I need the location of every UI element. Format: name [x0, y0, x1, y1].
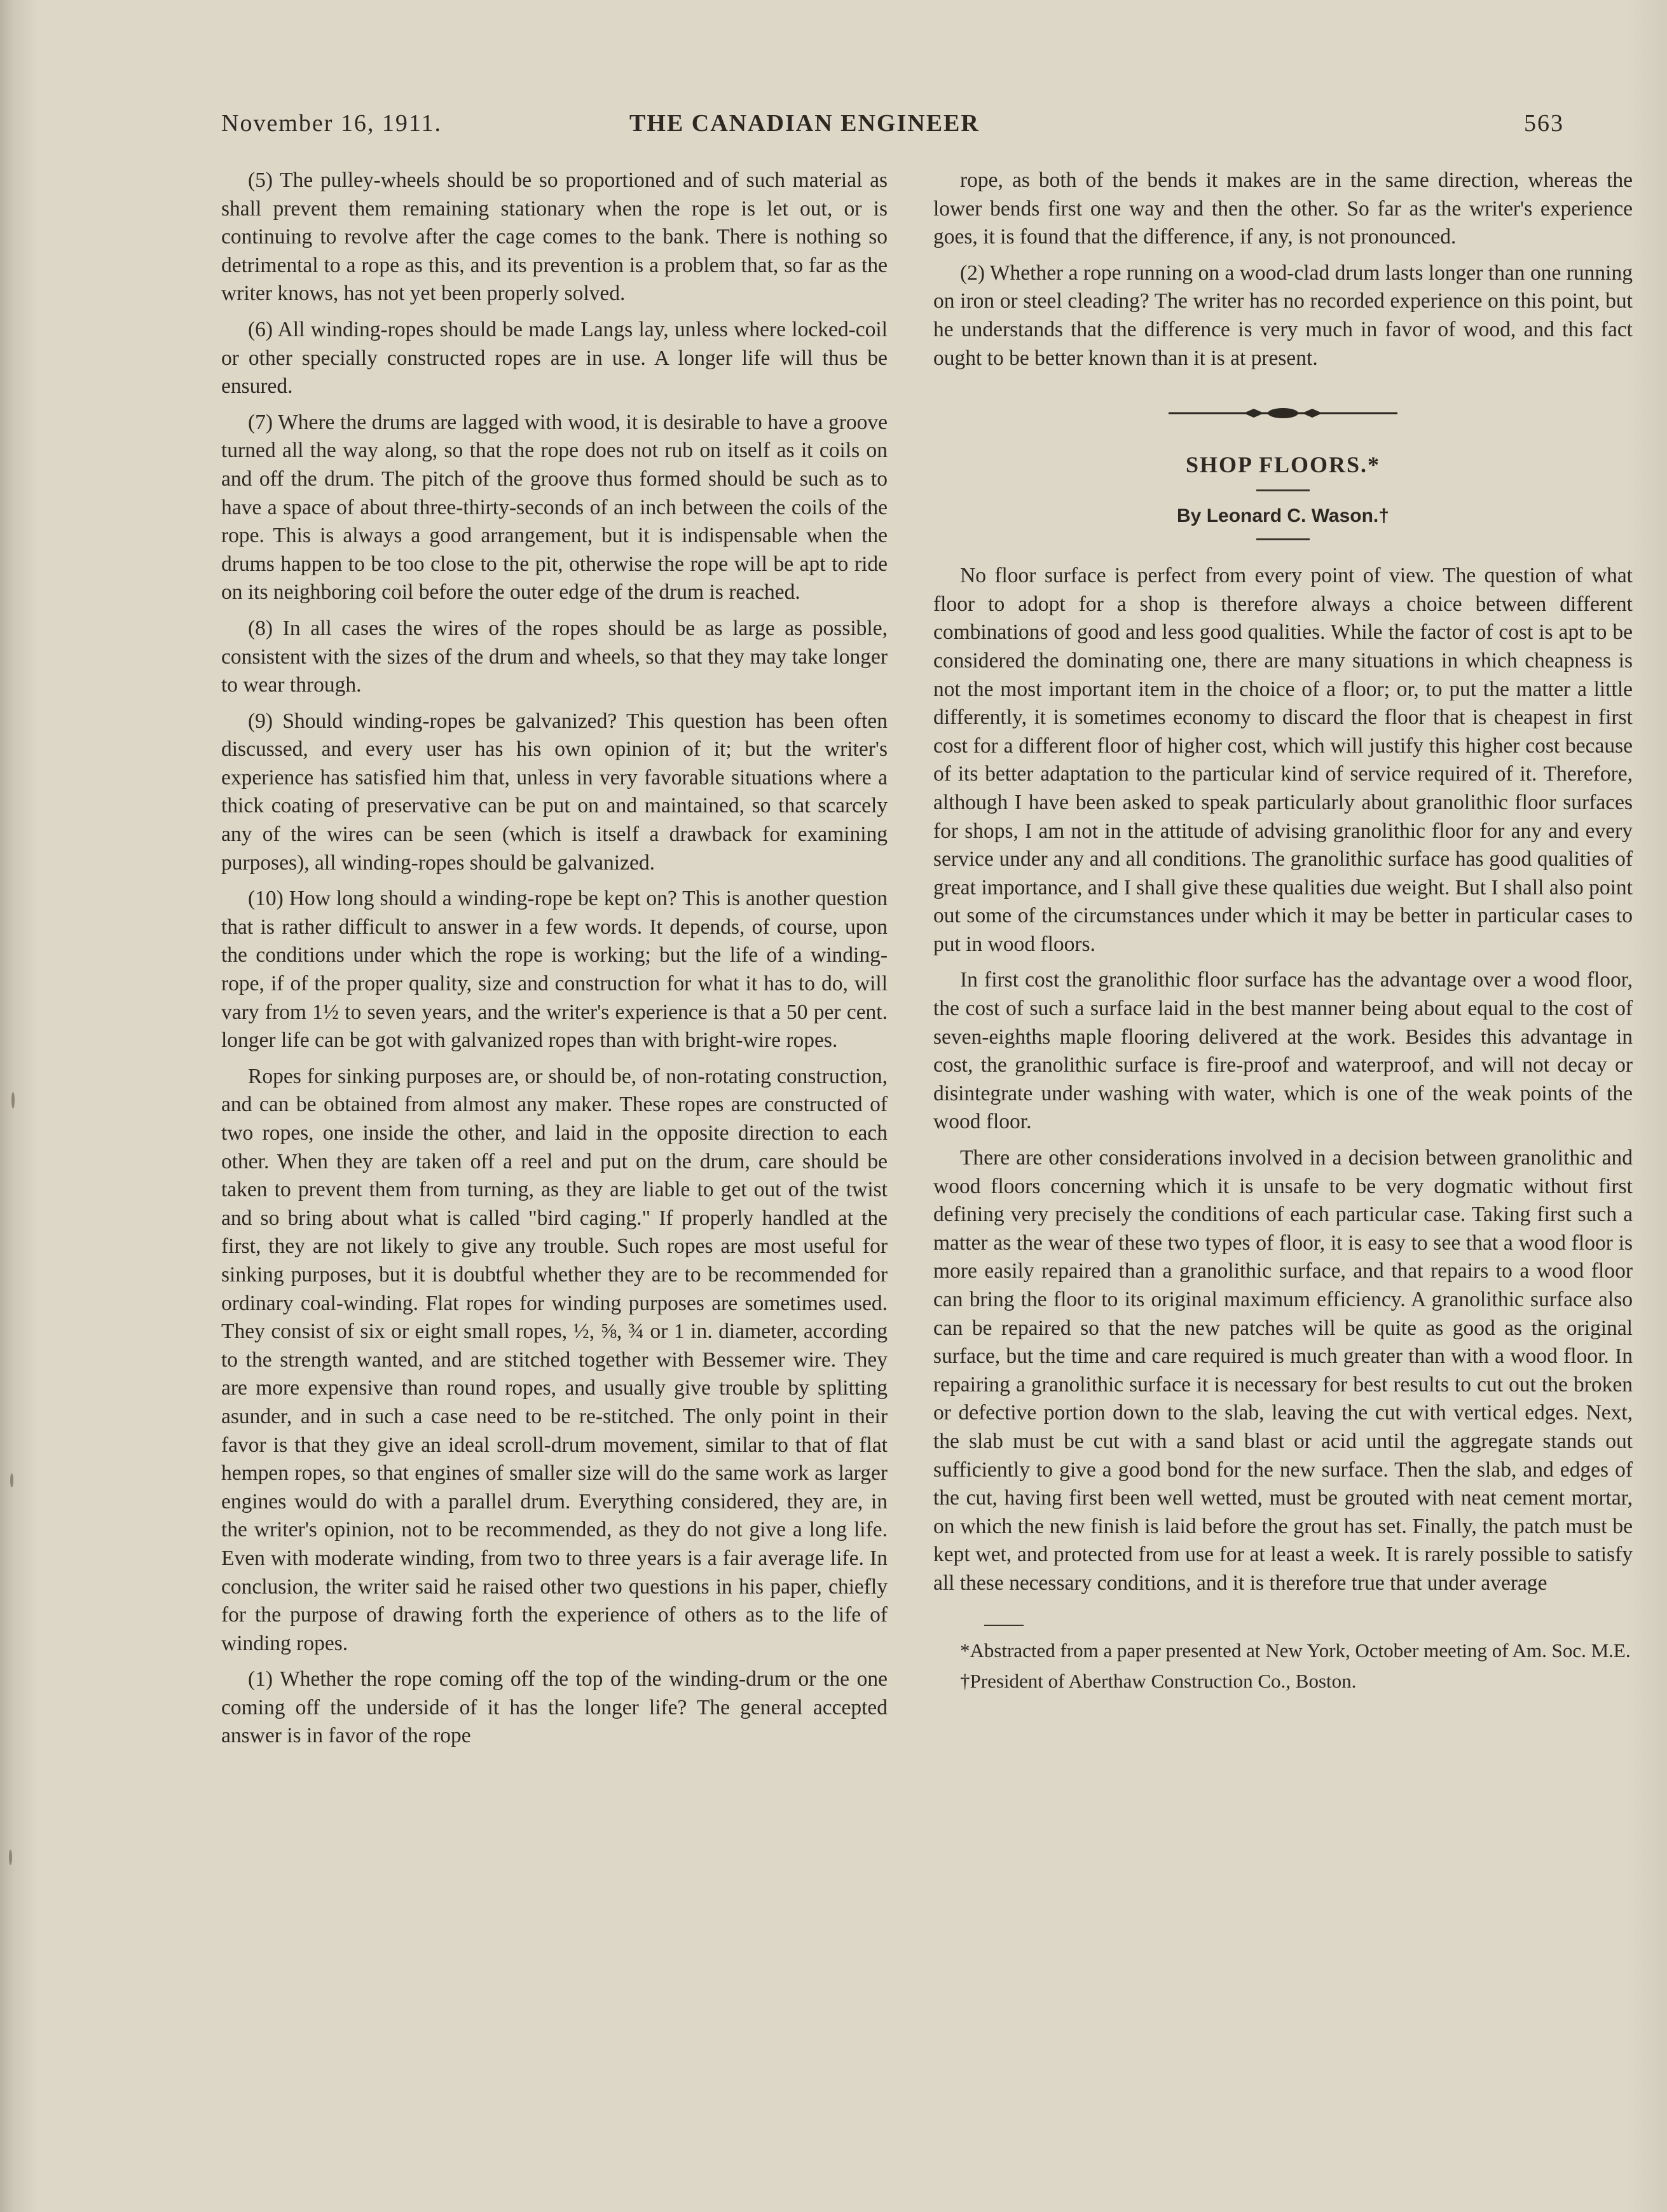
binding-mark	[9, 1850, 12, 1865]
article-paragraph: There are other considerations involved in a decision between granolithic and wood floors concerning which it is unsafe to be very dogmatic without first defining very precisely the conditions of each particular case. Taking first such a matter as the wear of these two types of floor, it is easy to see that a wood floor is more easily repaired than a granolithic surface, and that repairs to a wood floor can bring the floor to its original maximum efficiency. A granolithic surface also can be repaired so that the new patches will be quite as good as the original surface, but the time and care required is much greater than with a wood floor. In repairing a granolithic surface it is necessary for best results to cut out the broken or defective portion down to the slab, leaving the cut with vertical edges. Next, the slab must be cut with a sand blast or acid until the aggregate stands out sufficiently to give a good bond for the new surface. Then the slab, and edges of the cut, having first been well wetted, must be grouted with neat cement mortar, on which the new finish is laid before the grout has set. Finally, the patch must be kept wet, and protected from use for at least a week. It is rarely possible to satisfy all these necessary conditions, and it is therefore true that under average	[933, 1146, 1633, 1595]
paragraph: (1) Whether the rope coming off the top of the winding-drum or the one coming off the underside of it has the longer life? The general accepted answer is in favor of the rope	[221, 1667, 888, 1748]
title-rule	[1256, 489, 1310, 491]
paragraph: (7) Where the drums are lagged with wood, it is desirable to have a groove turned all the way along, so that the rope does not rub on itself as it coils on and off the drum. The pitch of the groove thus formed should be such as to have a space of about three-thirty-seconds of an inch between the coils of the rope. This is always a good arrangement, but it is indispensable when the drums happen to be too close to the pit, otherwise the rope will be apt to ride on its neighboring coil before the outer edge of the drum is reached.	[221, 410, 888, 604]
paragraph: (6) All winding-ropes should be made Langs lay, unless where locked-coil or other specially constructed ropes are in use. A longer life will thus be ensured.	[221, 317, 888, 399]
paragraph: (2) Whether a rope running on a wood-clad drum lasts longer than one running on iron or steel cleading? The writer has no recorded experience on this point, but he understands that the difference is very much in favor of wood, and this fact ought to be better known than it is at present.	[933, 261, 1633, 370]
section-divider-ornament	[1169, 407, 1397, 420]
byline-rule	[1256, 538, 1310, 540]
binding-mark	[10, 1473, 13, 1487]
binding-mark	[11, 1092, 15, 1109]
paragraph: rope, as both of the bends it makes are in the same direction, whereas the lower bends first one way and then the other. So far as the writer's experience goes, it is found that the difference, if any, is not pronounced.	[933, 168, 1633, 249]
page-number: 563	[1524, 110, 1564, 137]
paragraph: (5) The pulley-wheels should be so proportioned and of such material as shall prevent them remaining stationary when the rope is let out, or is continuing to revolve after the cage comes to the bank. There is nothing so detrimental to a rope as this, and its prevention is a problem that, so far as the writer knows, has not yet been properly solved.	[221, 168, 888, 306]
publication-title: THE CANADIAN ENGINEER	[629, 110, 980, 137]
paragraph: Ropes for sinking purposes are, or should be, of non-rotating construction, and can be obtained from almost any maker. These ropes are constructed of two ropes, one inside the other, and laid in the opposite direction to each other. When they are taken off a reel and put on the drum, care should be taken to prevent them from turning, as they are liable to get out of the twist and so bring about what is called "bird caging." If properly handled at the first, they are not likely to give any trouble. Such ropes are most useful for sinking purposes, but it is doubtful whether they are to be recommended for ordinary coal-winding. Flat ropes for winding purposes are sometimes used. They consist of six or eight small ropes, ½, ⅝, ¾ or 1 in. diameter, according to the strength wanted, and are stitched together with Bessemer wire. They are more expensive than round ropes, and usually give trouble by splitting asunder, and in such a case need to be re-stitched. The only point in their favor is that they give an ideal scroll-drum movement, similar to that of flat hempen ropes, so that engines of smaller size will do the same work as larger engines would do with a parallel drum. Everything considered, they are, in the writer's opinion, not to be recommended, as they do not give a long life. Even with moderate winding, from two to three years is a fair average life. In conclusion, the writer said he raised other two questions in his paper, chiefly for the purpose of drawing forth the experience of others as to the life of winding ropes.	[221, 1064, 888, 1655]
article-byline: By Leonard C. Wason.†	[1177, 505, 1389, 527]
article-paragraph: In first cost the granolithic floor surface has the advantage over a wood floor, the cost of such a surface laid in the best manner being about equal to the cost of seven-eighths maple flooring delivered at the work. Besides this advantage in cost, the granolithic surface is fire-proof and waterproof, and will not decay or disintegrate under washing with water, which is one of the weak points of the wood floor.	[933, 968, 1633, 1134]
article-title: SHOP FLOORS.*	[1185, 452, 1381, 478]
article-paragraph: No floor surface is perfect from every point of view. The question of what floor to adopt for a shop is therefore always a choice between different combinations of good and less good qualities. While the factor of cost is apt to be considered the dominating one, there are many situations in which cheapness is not the most important item in the choice of a floor; or, to put the matter a little differently, it is sometimes economy to discard the floor that is cheapest in first cost for a different floor of higher cost, which will justify this higher cost because of its better adaptation to the particular kind of service required of it. Therefore, although I have been asked to speak particularly about granolithic floor surfaces for shops, I am not in the attitude of advising granolithic floor for any and every service under any and all conditions. The granolithic surface has good qualities of great importance, and I shall give these qualities due weight. But I shall also point out some of the circumstances under which it may be better in particular cases to put in wood floors.	[933, 564, 1633, 956]
paragraph: (10) How long should a winding-rope be kept on? This is another question that is rather difficult to answer in a few words. It depends, of course, upon the conditions under which the rope is working; but the life of a winding-rope, if of the proper quality, size and construction for what it has to do, will vary from 1½ to seven years, and the writer's experience is that a 50 per cent. longer life can be got with galvanized ropes than with bright-wire ropes.	[221, 887, 888, 1053]
footnote: †President of Aberthaw Construction Co., Boston.	[960, 1669, 1357, 1692]
right-column	[933, 167, 1633, 1698]
footnote: *Abstracted from a paper presented at New York, October meeting of Am. Soc. M.E.	[960, 1639, 1631, 1662]
paragraph: (8) In all cases the wires of the ropes should be as large as possible, consistent with the sizes of the drum and wheels, so that they may take longer to wear through.	[221, 616, 888, 697]
paragraph: (9) Should winding-ropes be galvanized? This question has been often discussed, and every user has his own opinion of it; but the writer's experience has satisfied him that, unless in very favorable situations where a thick coating of preservative can be put on and maintained, so that scarcely any of the wires can be seen (which is itself a drawback for examining purposes), all winding-ropes should be galvanized.	[221, 709, 888, 875]
left-column	[221, 167, 888, 1758]
issue-date: November 16, 1911.	[221, 110, 442, 137]
footnote-rule	[984, 1625, 1024, 1626]
page-header	[221, 109, 1564, 147]
